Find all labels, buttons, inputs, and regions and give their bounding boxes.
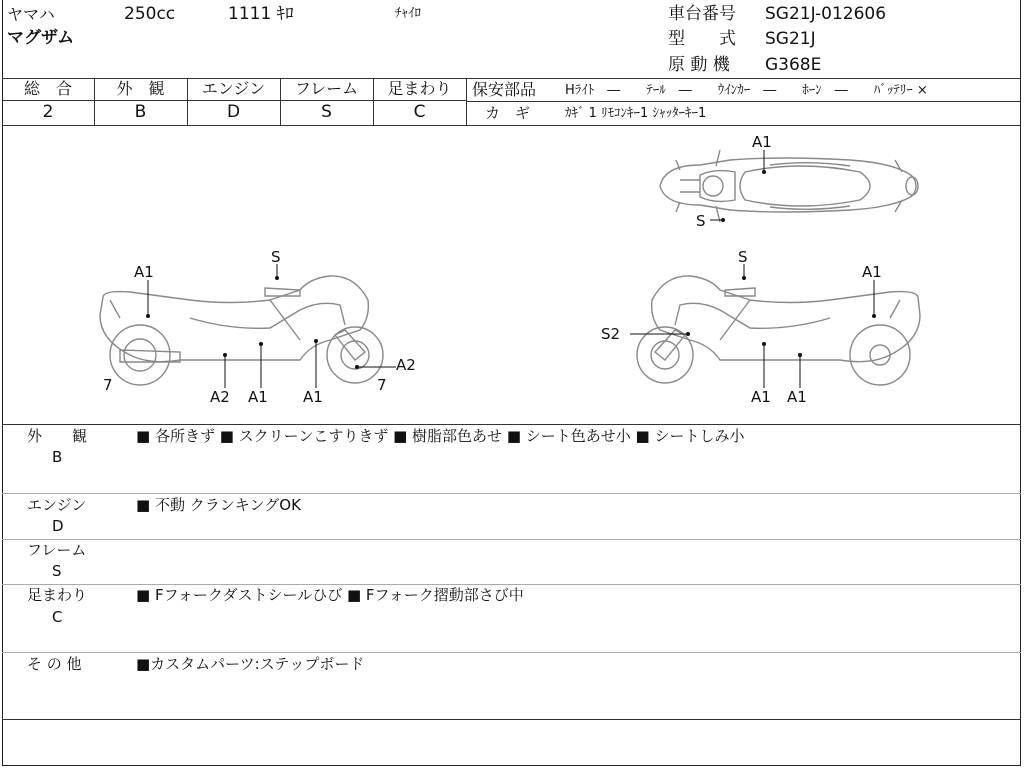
engine-grade: D xyxy=(226,102,241,122)
remarks-suspension-text: ■ Fフォークダストシールひび ■ Fフォーク摺動部さび中 xyxy=(136,586,524,604)
overall-grade: 2 xyxy=(42,102,54,122)
left-a2-bottom-label: A2 xyxy=(210,388,230,406)
remarks-other-text: ■カスタムパーツ:ステップボード xyxy=(136,655,365,673)
color: ﾁｬｲﾛ xyxy=(395,6,421,21)
right-s-label: S xyxy=(738,248,748,266)
safety-label: 保安部品 xyxy=(472,80,537,99)
remarks-other-label: そ の 他 xyxy=(27,655,82,673)
left-a1-label: A1 xyxy=(134,263,154,281)
damage-diagram xyxy=(0,126,1024,424)
right-wheel-7-label: 7 xyxy=(377,376,387,394)
left-a1-bottom1-label: A1 xyxy=(248,388,268,406)
key-label: カ ギ xyxy=(485,104,531,122)
left-s-label: S xyxy=(271,248,281,266)
engine-value: G368E xyxy=(765,55,822,75)
remarks-exterior-text: ■ 各所きず ■ スクリーンこすりきず ■ 樹脂部色あせ ■ シート色あせ小 ■ シートしみ小 xyxy=(136,427,745,445)
left-7-label: 7 xyxy=(103,376,113,394)
remarks-frame-grade: S xyxy=(52,562,62,580)
remarks-frame-label: フレーム xyxy=(27,541,87,559)
maker: ヤマハ xyxy=(7,5,55,24)
frame-grade: S xyxy=(321,102,332,122)
scooter-left-view xyxy=(100,276,383,385)
frame-no: SG21J-012606 xyxy=(765,4,887,24)
exterior-grade: B xyxy=(134,102,147,122)
type-value: SG21J xyxy=(765,29,816,49)
suspension-grade: C xyxy=(413,102,426,122)
mileage: 1111 ｷﾛ xyxy=(228,4,294,24)
displacement: 250cc xyxy=(124,4,176,24)
remarks-engine-text: ■ 不動 クランキングOK xyxy=(136,496,301,514)
type-label: 型 式 xyxy=(668,29,736,49)
model-name: マグザム xyxy=(7,28,75,48)
scooter-right-view xyxy=(637,276,920,385)
remarks-engine-grade: D xyxy=(52,517,64,535)
top-a1-label: A1 xyxy=(752,133,772,151)
right-s2-label: S2 xyxy=(601,325,621,343)
remarks-exterior-grade: B xyxy=(52,448,63,466)
left-a2-right-label: A2 xyxy=(396,356,416,374)
top-s-label: S xyxy=(696,212,706,230)
remarks-suspension-grade: C xyxy=(52,608,63,626)
left-a1-bottom2-label: A1 xyxy=(303,388,323,406)
remarks-suspension-label: 足まわり xyxy=(27,586,88,604)
remarks-exterior-label: 外 観 xyxy=(27,427,88,445)
key-items: ｶｷﾞ 1 ﾘﾓｺﾝｷｰ1 ｼｬｯﾀｰｷｰ1 xyxy=(565,106,707,121)
suspension-grade-label: 足まわり xyxy=(387,79,452,98)
safety-items: Hﾗｲﾄ ― ﾃｰﾙ ― ｳｲﾝｶｰ ― ﾎｰﾝ ― ﾊﾞｯﾃﾘｰ × xyxy=(565,83,928,98)
overall-label: 総 合 xyxy=(23,79,72,98)
exterior-label: 外 観 xyxy=(116,79,165,98)
right-a1-bottom1-label: A1 xyxy=(751,388,771,406)
frame-no-label: 車台番号 xyxy=(668,4,736,24)
engine-grade-label: エンジン xyxy=(201,79,266,98)
right-a1-bottom2-label: A1 xyxy=(787,388,807,406)
engine-label: 原 動 機 xyxy=(668,55,730,75)
right-a1-top-label: A1 xyxy=(862,263,882,281)
frame-grade-label: フレーム xyxy=(294,79,359,98)
remarks-engine-label: エンジン xyxy=(27,496,87,514)
